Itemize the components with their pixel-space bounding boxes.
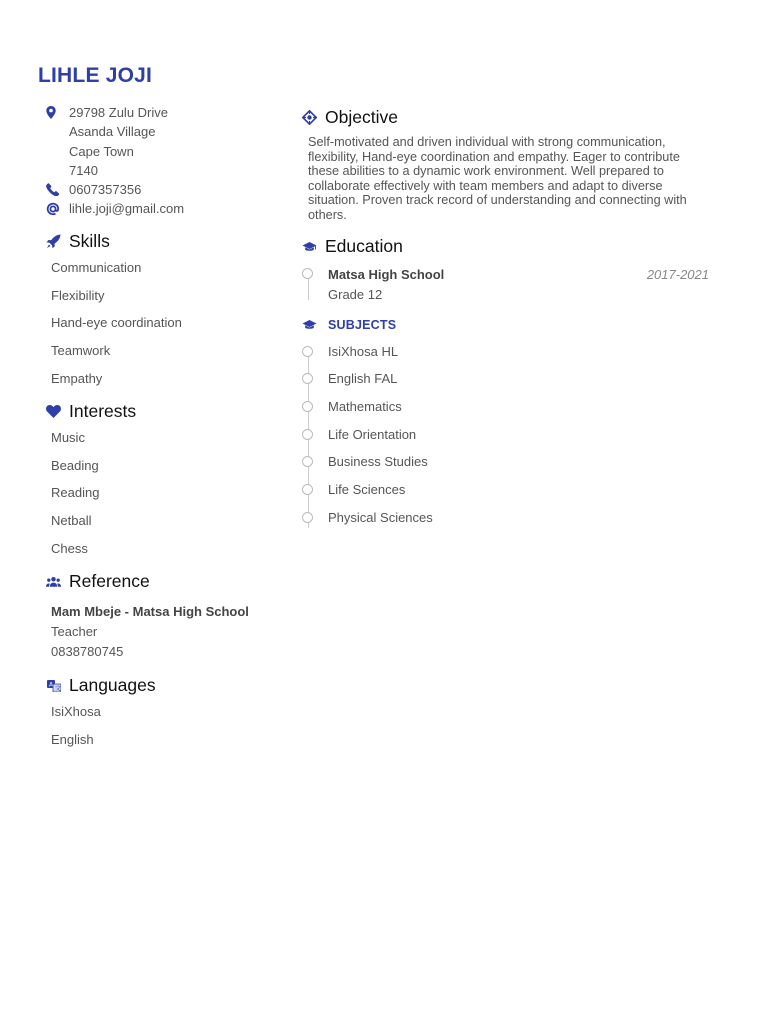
- languages-list: [46, 702, 286, 758]
- skills-title: Skills: [69, 231, 110, 252]
- education-title: Education: [325, 236, 403, 257]
- list-item: English: [51, 731, 94, 747]
- list-item: Music: [51, 429, 85, 445]
- resume-name: LIHLE JOJI: [38, 64, 153, 87]
- translate-icon: [46, 678, 61, 693]
- list-item: Teamwork: [51, 343, 111, 359]
- contact-address: [46, 103, 286, 180]
- timeline-dot: [302, 429, 313, 440]
- timeline-dot: [302, 456, 313, 467]
- rocket-icon: [46, 234, 61, 249]
- list-item: Netball: [51, 513, 92, 529]
- subject-item: Business Studies: [328, 454, 428, 470]
- list-item: Reading: [51, 485, 100, 501]
- skills-heading: [46, 230, 286, 254]
- at-sign-icon: [46, 199, 64, 218]
- subject-item: IsiXhosa HL: [328, 343, 399, 359]
- list-item: Beading: [51, 457, 99, 473]
- timeline-dot: [302, 484, 313, 495]
- subject-item: Mathematics: [328, 398, 402, 414]
- interests-list: [46, 428, 286, 567]
- subjects-title: SUBJECTS: [328, 317, 397, 332]
- reference-heading: [46, 570, 286, 594]
- right-column: [302, 105, 712, 556]
- svg-text:A: A: [48, 681, 53, 689]
- address-line: 7140: [69, 162, 98, 178]
- reference-role: Teacher: [51, 623, 98, 639]
- list-item: Flexibility: [51, 287, 105, 303]
- left-column: [46, 103, 286, 757]
- subject-item: English FAL: [328, 371, 398, 387]
- contact-phone: [46, 180, 286, 199]
- timeline-dot: [302, 512, 313, 523]
- target-icon: [302, 110, 317, 125]
- school-name: Matsa High School: [328, 266, 445, 282]
- subjects-heading: [302, 318, 396, 332]
- graduation-cap-icon: [302, 239, 317, 254]
- list-item: Chess: [51, 540, 88, 556]
- users-icon: [46, 574, 61, 589]
- interests-heading: [46, 400, 286, 424]
- education-heading: [302, 235, 712, 259]
- address-lines: [69, 103, 168, 180]
- objective-title: Objective: [325, 106, 398, 127]
- heart-icon: [46, 404, 61, 419]
- subject-item: Life Orientation: [328, 426, 417, 442]
- address-line: 29798 Zulu Drive: [69, 105, 168, 120]
- svg-text:文: 文: [54, 685, 61, 692]
- contact-email: [46, 199, 286, 218]
- languages-heading: [46, 674, 286, 698]
- map-pin-icon: [46, 103, 64, 122]
- timeline-dot: [302, 401, 313, 412]
- email-address[interactable]: lihle.joji@gmail.com: [69, 201, 185, 217]
- timeline-line: [308, 278, 309, 300]
- timeline-dot: [302, 268, 313, 279]
- list-item: Communication: [51, 259, 142, 275]
- education-dates: 2017-2021: [646, 266, 709, 282]
- timeline-dot: [302, 346, 313, 357]
- address-line: Cape Town: [69, 143, 134, 159]
- objective-text: Self-motivated and driven individual with strong communication, flexibility, Hand-eye coordination and empathy. Eager to contribute these abilities to a dynamic work environment. Well prepared to collaborate effectively with team members and adapt to diverse situation. Proven track record of understanding and connecting with others.: [308, 135, 687, 222]
- subject-item: Life Sciences: [328, 482, 406, 498]
- graduation-cap-icon: [302, 319, 317, 331]
- skills-list: [46, 258, 286, 397]
- phone-number[interactable]: 0607357356: [69, 182, 142, 198]
- reference-title: Reference: [69, 571, 150, 592]
- list-item: Empathy: [51, 370, 103, 386]
- list-item: Hand-eye coordination: [51, 315, 182, 331]
- subject-item: Physical Sciences: [328, 509, 433, 525]
- reference-name: Mam Mbeje - Matsa High School: [51, 603, 249, 619]
- phone-icon: [46, 180, 64, 199]
- list-item: IsiXhosa: [51, 703, 101, 719]
- objective-heading: [302, 105, 712, 129]
- grade-level: Grade 12: [328, 286, 383, 302]
- reference-phone[interactable]: 0838780745: [51, 643, 124, 659]
- interests-title: Interests: [69, 401, 137, 422]
- address-line: Asanda Village: [69, 124, 156, 140]
- timeline-dot: [302, 373, 313, 384]
- education-timeline: [302, 266, 712, 556]
- languages-title: Languages: [69, 675, 156, 696]
